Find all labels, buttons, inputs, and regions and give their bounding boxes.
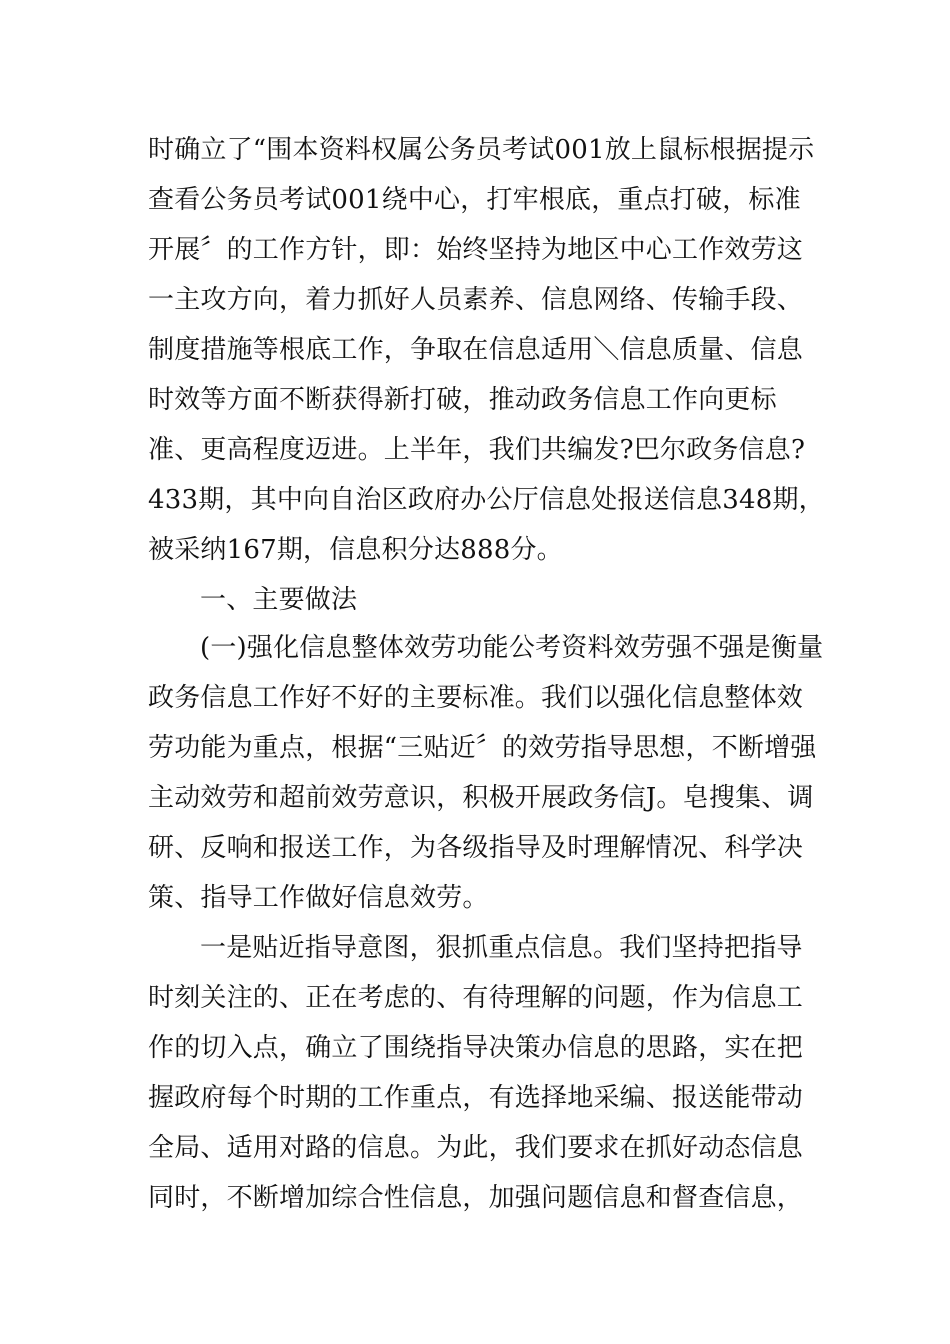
- text-line: 主动效劳和超前效劳意识，积极开展政务信J。皂搜集、调: [148, 783, 814, 813]
- text-line: 同时，不断增加综合性信息，加强问题信息和督查信息，: [148, 1183, 804, 1213]
- text-line: 时刻关注的、正在考虑的、有待理解的问题，作为信息工: [148, 983, 804, 1013]
- text-line: 劳功能为重点，根据“三贴近〞的效劳指导思想，不断增强: [148, 733, 817, 763]
- text-line: 策、指导工作做好信息效劳。: [148, 883, 489, 913]
- section-heading: 一、主要做法: [200, 585, 358, 615]
- text-line: 一主攻方向，着力抓好人员素养、信息网络、传输手段、: [148, 285, 804, 315]
- text-line: 开展〞的工作方针，即：始终坚持为地区中心工作效劳这: [148, 235, 804, 265]
- text-line: 被采纳167期，信息积分达888分。: [148, 535, 563, 565]
- text-line: 研、反响和报送工作，为各级指导及时理解情况、科学决: [148, 833, 804, 863]
- text-line: 握政府每个时期的工作重点，有选择地采编、报送能带动: [148, 1083, 804, 1113]
- text-line: 433期，其中向自治区政府办公厅信息处报送信息348期，: [148, 485, 825, 515]
- text-line: 作的切入点，确立了围绕指导决策办信息的思路，实在把: [148, 1033, 804, 1063]
- text-line: 制度措施等根底工作，争取在信息适用＼信息质量、信息: [148, 335, 804, 365]
- text-line: 政务信息工作好不好的主要标准。我们以强化信息整体效: [148, 683, 804, 713]
- text-line: 查看公务员考试001绕中心，打牢根底，重点打破，标准: [148, 185, 801, 215]
- text-line: 全局、适用对路的信息。为此，我们要求在抓好动态信息: [148, 1133, 804, 1163]
- text-line: 时确立了“围本资料权属公务员考试001放上鼠标根据提示: [148, 135, 815, 165]
- text-line: 准、更高程度迈进。上半年，我们共编发?巴尔政务信息?: [148, 435, 806, 465]
- paragraph-first-line: 一是贴近指导意图，狠抓重点信息。我们坚持把指导: [200, 933, 803, 963]
- text-line: 时效等方面不断获得新打破，推动政务信息工作向更标: [148, 385, 777, 415]
- paragraph-first-line: (一)强化信息整体效劳功能公考资料效劳强不强是衡量: [200, 633, 824, 663]
